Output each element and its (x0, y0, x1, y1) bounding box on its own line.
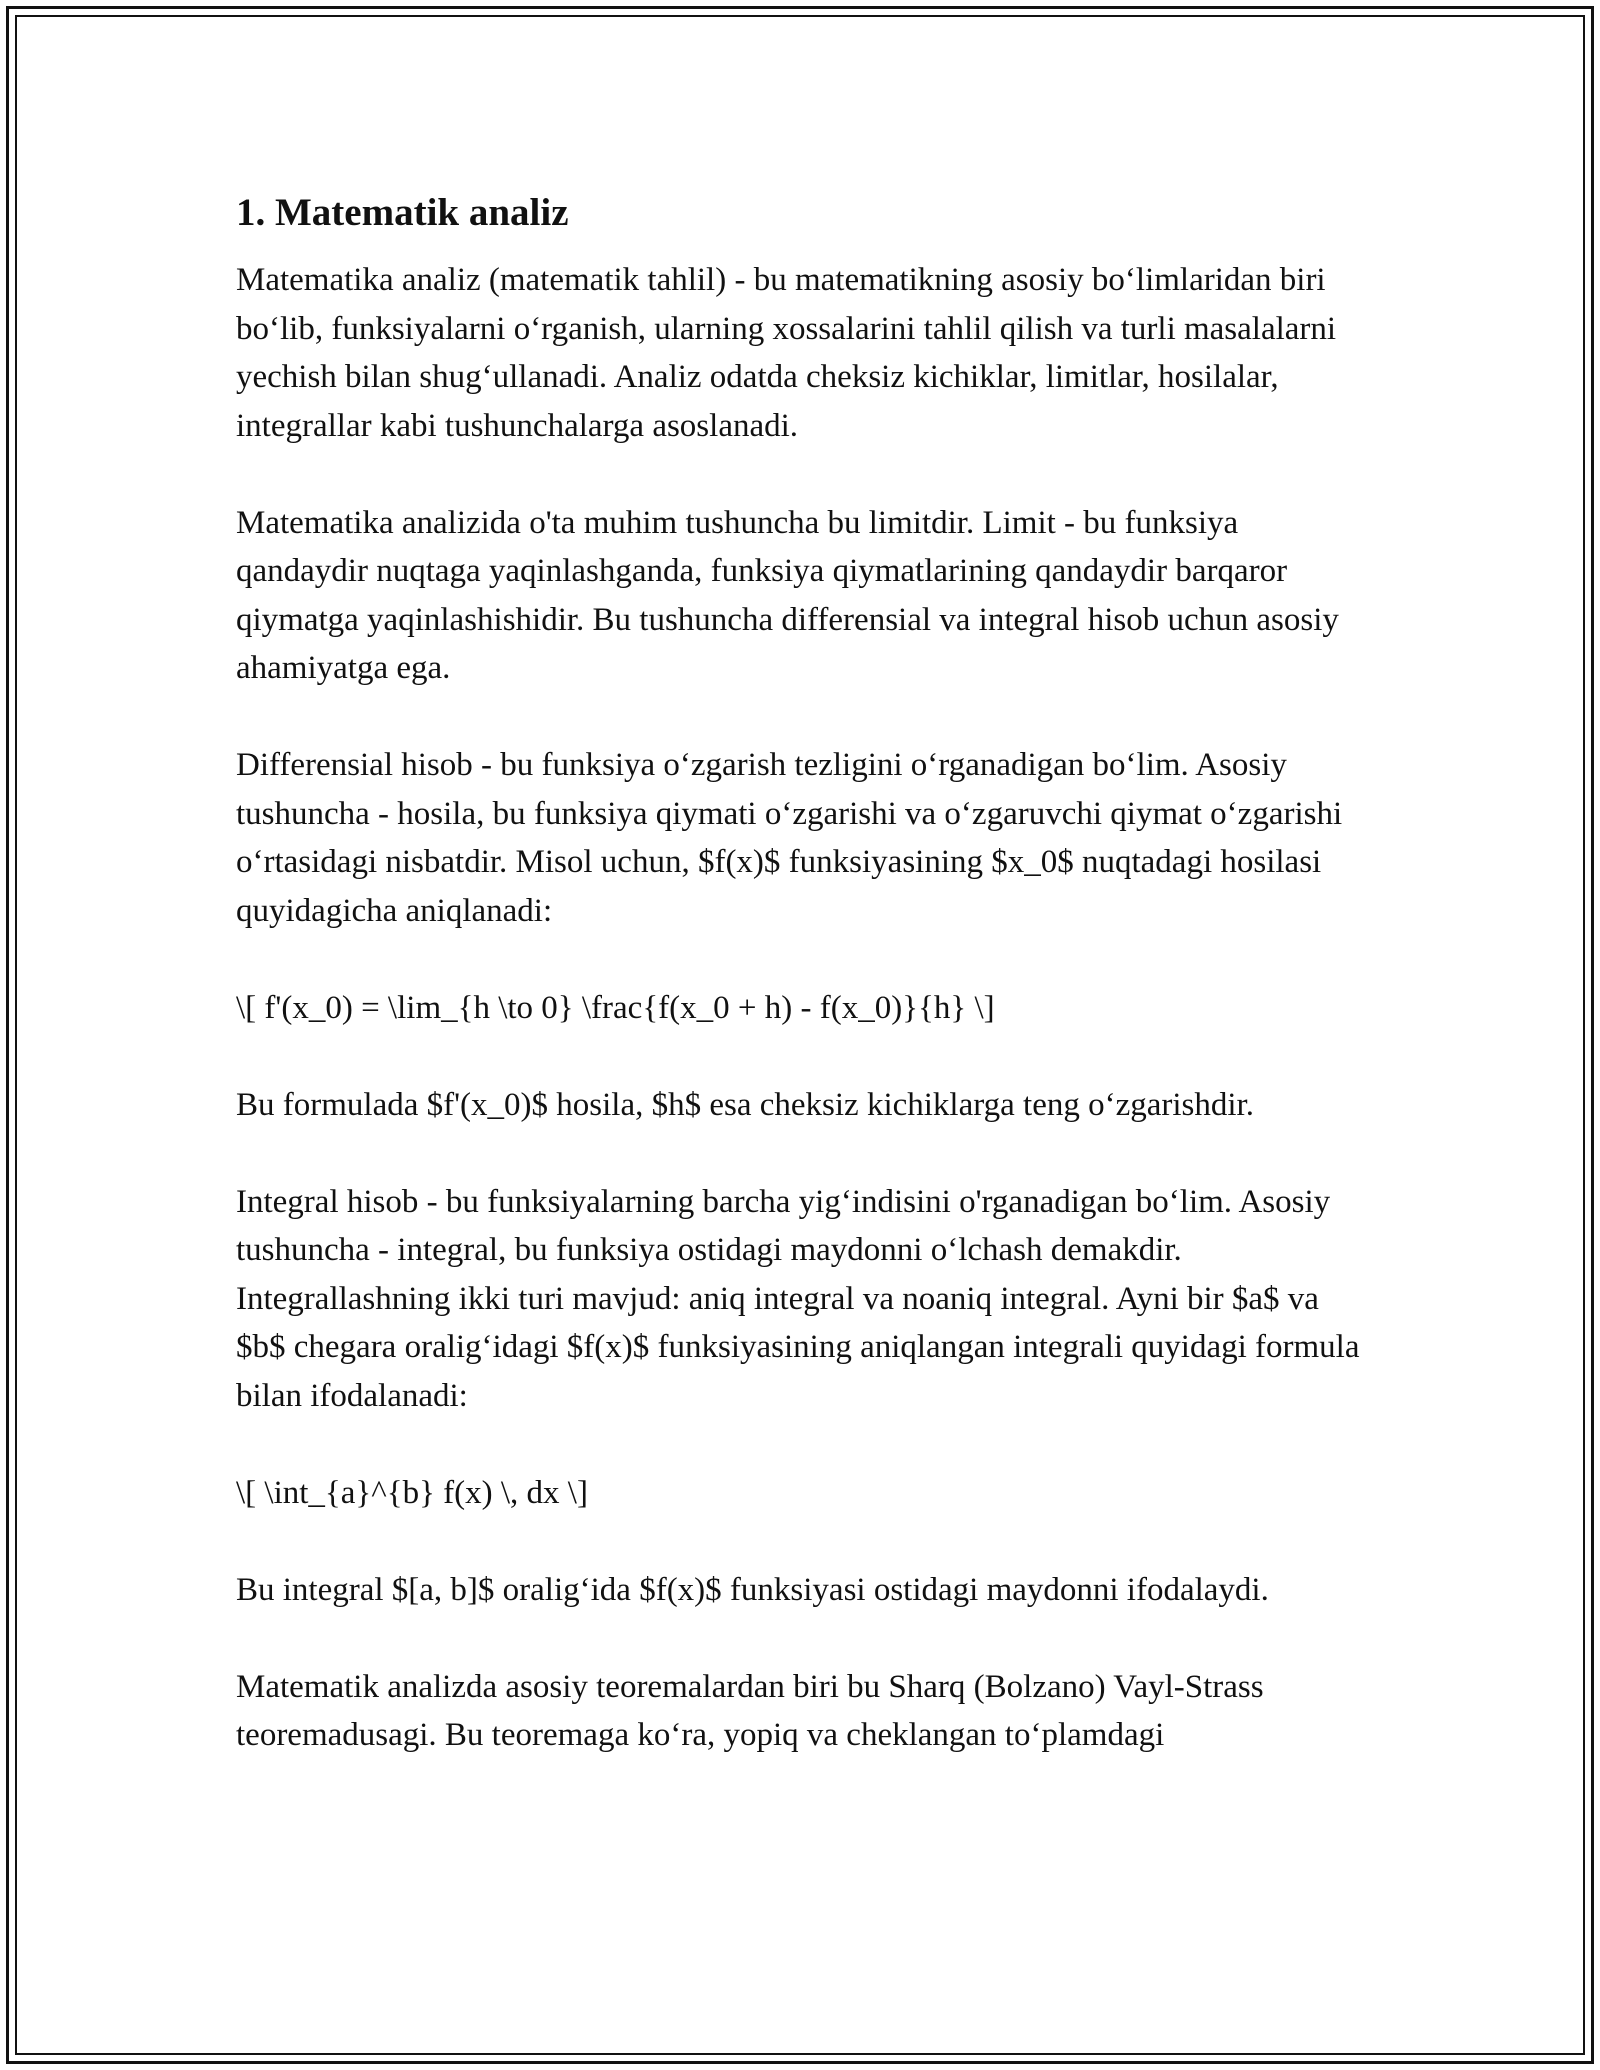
paragraph-derivative-note: Bu formulada $f'(x_0)$ hosila, $h$ esa cheksiz kichiklarga teng o‘zgarishdir. (236, 1086, 1254, 1123)
formula-derivative: \[ f'(x_0) = \lim_{h \to 0} \frac{f(x_0 + h) - f(x_0)}{h} \] (236, 989, 995, 1026)
formula-integral: \[ \int_{a}^{b} f(x) \, dx \] (236, 1474, 588, 1511)
paragraph-differential: Differensial hisob - bu funksiya o‘zgarish tezligini o‘rganadigan bo‘lim. Asosiy tushuncha - hosila, bu funksiya qiymati o‘zgarishi va o‘zgaruvchi qiymat o‘zgarishi o‘rtasidagi nisbatdir. Misol uchun, $f(x)$ funksiyasining $x_0$ nuqtadagi hosilasi quyidagicha aniqlanadi: (236, 747, 1343, 929)
paragraph-intro: Matematika analiz (matematik tahlil) - bu matematikning asosiy bo‘limlaridan biri bo‘lib, funksiyalarni o‘rganish, ularning xossalarini tahlil qilish va turli masalalarni yechish bilan shug‘ullanadi. Analiz odatda cheksiz kichiklar, limitlar, hosilalar, integrallar kabi tushunchalarga asoslanadi. (236, 262, 1337, 444)
paragraph-limit: Matematika analizida o'ta muhim tushuncha bu limitdir. Limit - bu funksiya qandaydir nuqtaga yaqinlashganda, funksiya qiymatlarining qandaydir barqaror qiymatga yaqinlashishidir. Bu tushuncha differensial va integral hisob uchun asosiy ahamiyatga ega. (236, 504, 1339, 686)
paragraph-theorem: Matematik analizda asosiy teoremalardan biri bu Sharq (Bolzano) Vayl-Strass teoremadusagi. Bu teoremaga ko‘ra, yopiq va cheklangan to‘plamdagi (236, 1668, 1264, 1753)
document-body (236, 188, 1376, 1808)
paragraph-integral: Integral hisob - bu funksiyalarning barcha yig‘indisini o'rganadigan bo‘lim. Asosiy tushuncha - integral, bu funksiya ostidagi maydonni o‘lchash demakdir. Integrallashning ikki turi mavjud: aniq integral va noaniq integral. Ayni bir $a$ va $b$ chegara oralig‘idagi $f(x)$ funksiyasining aniqlangan integrali quyidagi formula bilan ifodalanadi: (236, 1183, 1360, 1414)
paragraph-integral-note: Bu integral $[a, b]$ oralig‘ida $f(x)$ funksiyasi ostidagi maydonni ifodalaydi. (236, 1571, 1269, 1608)
section-heading: 1. Matematik analiz (236, 191, 569, 234)
